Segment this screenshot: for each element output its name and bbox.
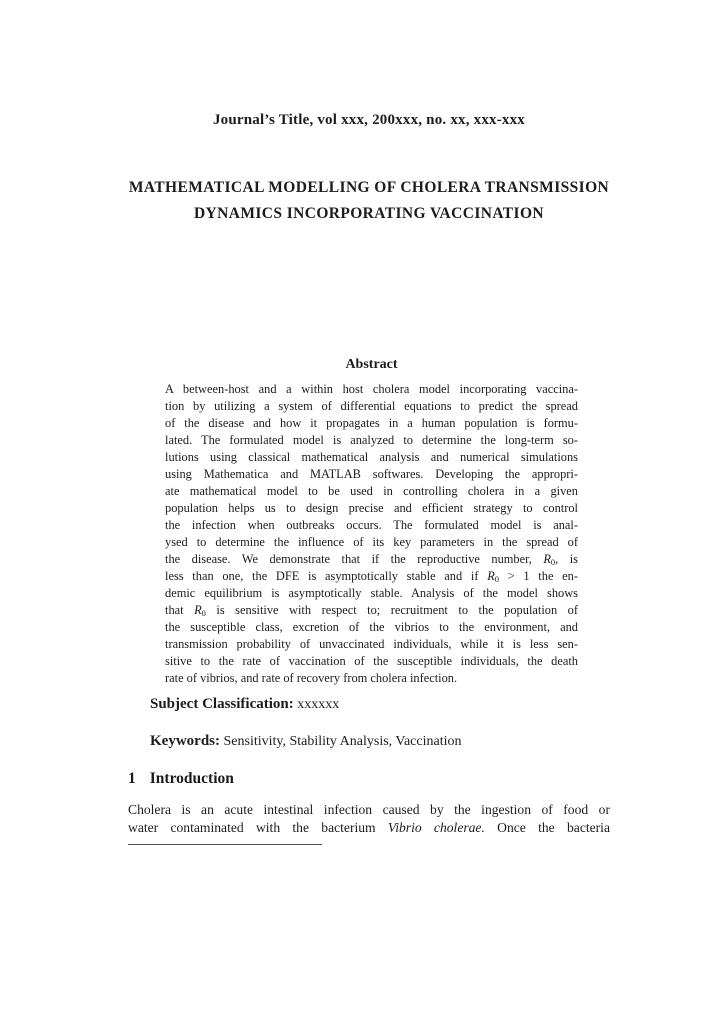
species-name-italic: Vibrio cholerae. [387, 820, 485, 835]
abstract-line: using Mathematica and MATLAB softwares. Developing the appropri- [165, 467, 578, 481]
abstract-body [165, 381, 578, 687]
section-number: 1 [128, 770, 136, 787]
paper-title-line1: MATHEMATICAL MODELLING OF CHOLERA TRANSMISSION [128, 179, 610, 196]
paragraph-text: water contaminated with the bacterium [128, 820, 388, 835]
paragraph-line [128, 819, 610, 837]
keywords-label: Keywords: [150, 733, 220, 749]
abstract-line: lutions using classical mathematical analysis and numerical simulations [165, 450, 578, 464]
subject-classification-value-text: xxxxxx [297, 697, 340, 712]
abstract-line: the susceptible class, excretion of the vibrios to the environment, and [165, 620, 578, 634]
section-heading-introduction [128, 770, 610, 788]
abstract-line: of the disease and how it propagates in a human population is formu- [165, 416, 578, 430]
paper-title-line2: DYNAMICS INCORPORATING VACCINATION [193, 205, 545, 222]
abstract-line: A between-host and a within host cholera model incorporating vaccina- [165, 382, 578, 396]
abstract-line: demic equilibrium is asymptotically stable. Analysis of the model shows [165, 586, 578, 600]
keywords-value [220, 734, 462, 749]
abstract-line: ate mathematical model to be used in controlling cholera in a given [165, 484, 578, 498]
paragraph-line: Cholera is an acute intestinal infection caused by the ingestion of food or [128, 802, 610, 817]
abstract-line: population helps us to design precise and efficient strategy to control [165, 501, 578, 515]
abstract-line: rate of vibrios, and rate of recovery from cholera infection. [165, 671, 458, 685]
abstract-line: transmission probability of unvaccinated individuals, while it is less sen- [165, 637, 578, 651]
section-title: Introduction [149, 770, 234, 787]
paper-title [122, 175, 616, 227]
journal-header: Journal’s Title, vol xxx, 200xxx, no. xx, xxx-xxx [212, 112, 526, 128]
abstract-section [165, 356, 578, 687]
abstract-line: ysed to determine the influence of its key parameters in the spread of [165, 535, 578, 549]
subject-classification-value [294, 697, 340, 712]
introduction-paragraph [128, 801, 610, 837]
paper-content-column [128, 0, 610, 1024]
abstract-heading: Abstract [345, 357, 398, 372]
abstract-line: that $R_0$ is sensitive with respect to; recruitment to the population of [165, 603, 578, 618]
abstract-line: tion by utilizing a system of differential equations to predict the spread [165, 399, 578, 413]
abstract-line: the disease. We demonstrate that if the reproductive number, $R_0$, is [165, 552, 578, 567]
abstract-line: the infection when outbreaks occurs. The formulated model is anal- [165, 518, 578, 532]
footnote-rule [128, 844, 322, 845]
abstract-line: sitive to the rate of vaccination of the susceptible individuals, the death [165, 654, 578, 668]
paragraph-text: Once the bacteria [484, 820, 610, 835]
keywords-line [150, 733, 462, 750]
abstract-line: less than one, the DFE is asymptotically stable and if $R_0 > 1$ the en- [165, 569, 578, 584]
abstract-line: lated. The formulated model is analyzed to determine the long-term so- [165, 433, 578, 447]
keywords-value-text: Sensitivity, Stability Analysis, Vaccination [223, 734, 462, 749]
subject-classification-line [150, 696, 339, 713]
subject-classification-label: Subject Classification: [150, 696, 294, 712]
